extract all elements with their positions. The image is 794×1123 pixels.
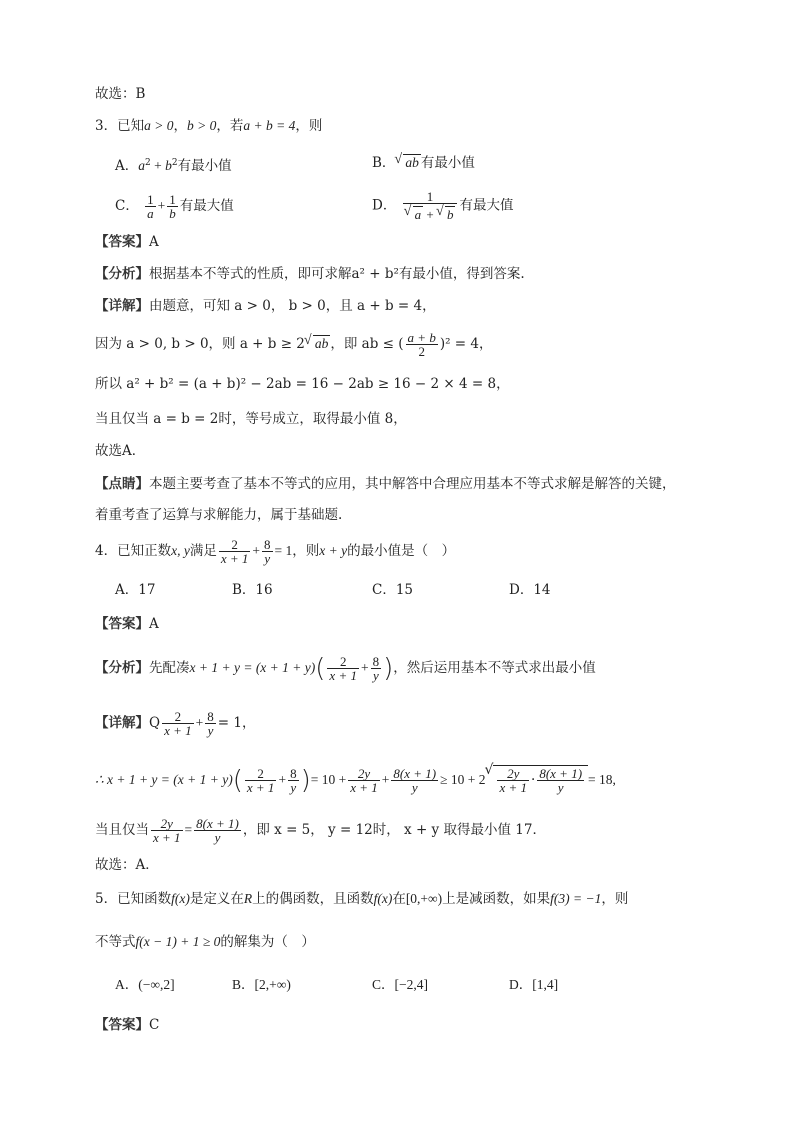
q3-option-b: B．√ ab 有最小值 <box>372 153 475 173</box>
q3-detail-line2: 因为 a > 0, b > 0，则 a + b ≥ 2√ ab ，即 ab ≤ ( $\frac{a + b}{2}$ )² = 4， <box>95 331 493 358</box>
q3-answer: 【答案】A <box>95 234 159 250</box>
q4-detail-line2: ∴ x + 1 + y = (x + 1 + y)( $\frac{2}{x + 1}$ + $\frac{8}{y}$ )= 10 + $\frac{2y}{x + 1}$ + $\frac{8(x + 1)}{y}$ ≥ 10 + 2 √ $\frac{2y}{x + 1}$ · $\frac{8(x + 1)}{y}$ = 18, <box>95 765 616 794</box>
q4-conclusion: 故选：A． <box>95 857 159 873</box>
q5-answer: 【答案】C <box>95 1017 160 1033</box>
q3-comment-line2: 着重考查了运算与求解能力，属于基础题. <box>95 507 343 523</box>
q3-option-a: A．$a^2 + b^2$有最小值 <box>115 158 232 174</box>
q5-option-a: A．(−∞,2] <box>115 977 175 992</box>
q3-analysis: 【分析】根据基本不等式的性质，即可求解a² + b²有最小值，得到答案. <box>95 266 525 282</box>
q3-detail-line3: 所以 a² + b² = (a + b)² − 2ab = 16 − 2ab ≥ 16 − 2 × 4 = 8， <box>95 376 510 392</box>
q3-detail: 【详解】由题意，可知 a > 0， b > 0，且 a + b = 4， <box>95 298 436 314</box>
q4-detail: 【详解】Q $\frac{2}{x + 1}$ + $\frac{8}{y}$ = 1， <box>95 709 256 738</box>
q4-option-c: C．15 <box>372 582 414 598</box>
q4-analysis: 【分析】先配凑x + 1 + y = (x + 1 + y)( $\frac{2}{x + 1}$ + $\frac{8}{y}$ )，然后运用基本不等式求出最小值 <box>95 653 596 684</box>
q4-option-a: A．17 <box>115 582 156 598</box>
q4-option-d: D．14 <box>509 582 551 598</box>
q3-option-c: C． $\frac{1}{a}$ + $\frac{1}{b}$ 有最大值 <box>115 192 234 221</box>
q3-stem: 3．已知a > 0，b > 0，若a + b = 4，则 <box>95 118 323 134</box>
q3-comment: 【点睛】本题主要考查了基本不等式的应用，其中解答中合理应用基本不等式求解是解答的关键， <box>95 476 676 492</box>
q4-stem: 4．已知正数x, y满足 $\frac{2}{x + 1}$ + $\frac{8}{y}$ = 1，则x + y的最小值是（ ） <box>95 537 456 566</box>
q5-stem-line2: 不等式f(x − 1) + 1 ≥ 0的解集为（ ） <box>95 934 315 950</box>
q5-option-c: C．[−2,4] <box>372 977 428 992</box>
q3-option-d: D． 1 √ a + √ b 有最大值 <box>372 190 513 222</box>
q4-detail-line3: 当且仅当 $\frac{2y}{x + 1}$ = $\frac{8(x + 1)}{y}$ ，即 x = 5， y = 12时， x + y 取得最小值 17． <box>95 816 546 845</box>
q5-stem: 5．已知函数f(x)是定义在R上的偶函数，且函数f(x)在[0,+∞)上是减函数，如果f(3) = −1，则 <box>95 891 629 907</box>
q5-option-d: D．[1,4] <box>509 977 559 992</box>
prev-conclusion: 故选：B <box>95 86 146 102</box>
q4-answer: 【答案】A <box>95 616 159 632</box>
q3-conclusion: 故选A． <box>95 443 146 459</box>
q3-detail-line4: 当且仅当 a = b = 2时，等号成立，取得最小值 8， <box>95 411 407 427</box>
q4-option-b: B．16 <box>232 582 273 598</box>
q5-option-b: B．[2,+∞) <box>232 977 291 992</box>
